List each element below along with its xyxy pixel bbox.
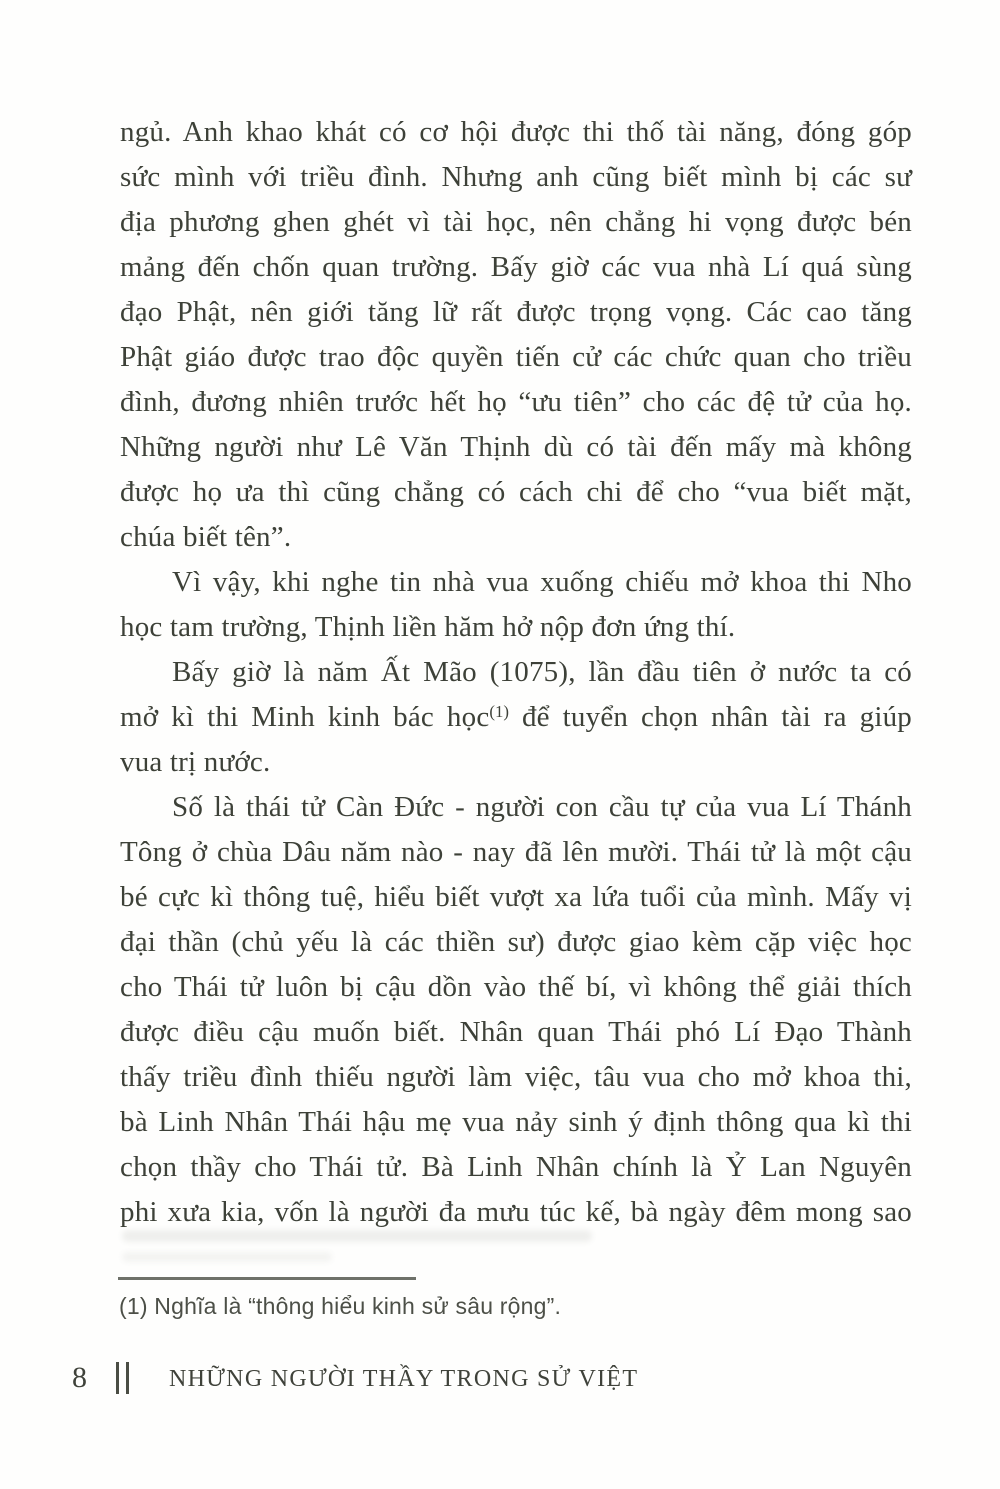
text-line	[120, 830, 912, 875]
text-line	[120, 1055, 912, 1100]
line-text: cho Thái tử luôn bị cậu dồn vào thế bí, vì không thể giải thích	[120, 971, 912, 1003]
line-text: thấy triều đình thiếu người làm việc, tâu vua cho mở khoa thi,	[120, 1061, 912, 1093]
text-line	[120, 920, 912, 965]
footnote-text: (1) Nghĩa là “thông hiểu kinh sử sâu rộng”.	[119, 1293, 562, 1319]
text-line	[120, 470, 912, 515]
line-text: đình, đương nhiên trước hết họ “ưu tiên” cho các đệ tử của họ.	[120, 386, 912, 418]
text-line	[120, 605, 912, 650]
line-text: để tuyển chọn nhân tài ra giúp	[509, 701, 912, 733]
text-line	[120, 380, 912, 425]
text-line	[120, 515, 912, 560]
line-text: Phật giáo được trao độc quyền tiến cử các chức quan cho triều	[120, 341, 912, 373]
text-line	[120, 290, 912, 335]
text-line	[120, 740, 912, 785]
line-text: mở kì thi Minh kinh bác học	[120, 701, 490, 733]
text-line	[120, 560, 912, 605]
bar	[126, 1362, 129, 1394]
line-text: phi xưa kia, vốn là người đa mưu túc kế, bà ngày đêm mong sao	[120, 1196, 912, 1228]
text-line	[120, 1100, 912, 1145]
page-footer	[72, 1358, 638, 1398]
line-text: học tam trường, Thịnh liền hăm hở nộp đơn ứng thí.	[120, 611, 736, 643]
bar	[116, 1362, 119, 1394]
footnote-divider	[118, 1277, 416, 1280]
page-number: 8	[72, 1361, 87, 1394]
text-line	[120, 335, 912, 380]
text-line	[120, 965, 912, 1010]
line-text: Những người như Lê Văn Thịnh dù có tài đến mấy mà không	[120, 431, 912, 463]
line-text: Tông ở chùa Dâu năm nào - nay đã lên mười. Thái tử là một cậu	[120, 836, 912, 868]
line-text: được điều cậu muốn biết. Nhân quan Thái phó Lí Đạo Thành	[120, 1016, 912, 1048]
body-text	[120, 110, 912, 1235]
text-line	[120, 245, 912, 290]
text-line	[120, 1190, 912, 1235]
line-text: Vì vậy, khi nghe tin nhà vua xuống chiếu mở khoa thi Nho	[172, 566, 912, 598]
line-text: mảng đến chốn quan trường. Bấy giờ các vua nhà Lí quá sùng	[120, 251, 912, 283]
line-text: Bấy giờ là năm Ất Mão (1075), lần đầu tiên ở nước ta có	[172, 656, 912, 688]
text-line	[120, 200, 912, 245]
ink-bleed-smudge	[122, 1252, 332, 1262]
line-text: sức mình với triều đình. Nhưng anh cũng biết mình bị các sư	[120, 161, 912, 193]
line-text: địa phương ghen ghét vì tài học, nên chẳng hi vọng được bén	[120, 206, 912, 238]
text-line	[120, 695, 912, 740]
line-text: bà Linh Nhân Thái hậu mẹ vua nảy sinh ý định thông qua kì thi	[120, 1106, 912, 1138]
line-text: Số là thái tử Càn Đức - người con cầu tự của vua Lí Thánh	[172, 791, 912, 823]
text-line	[120, 110, 912, 155]
text-line	[120, 875, 912, 920]
double-bar-separator-icon	[116, 1362, 129, 1394]
line-text: đạo Phật, nên giới tăng lữ rất được trọng vọng. Các cao tăng	[120, 296, 912, 328]
line-text: chọn thầy cho Thái tử. Bà Linh Nhân chính là Ỷ Lan Nguyên	[120, 1151, 912, 1183]
line-text: bé cực kì thông tuệ, hiểu biết vượt xa lứa tuổi của mình. Mấy vị	[120, 881, 912, 913]
text-line	[120, 1145, 912, 1190]
text-line	[120, 155, 912, 200]
text-line	[120, 425, 912, 470]
line-text: ngủ. Anh khao khát có cơ hội được thi thố tài năng, đóng góp	[120, 116, 912, 148]
text-line	[120, 650, 912, 695]
line-text: chúa biết tên”.	[120, 521, 292, 553]
line-text: được họ ưa thì cũng chẳng có cách chi để cho “vua biết mặt,	[120, 476, 912, 508]
line-text: đại thần (chủ yếu là các thiền sư) được giao kèm cặp việc học	[120, 926, 912, 958]
running-title: NHỮNG NGƯỜI THẦY TRONG SỬ VIỆT	[169, 1365, 639, 1392]
footnote-ref-marker: (1)	[489, 701, 510, 721]
line-text: vua trị nước.	[120, 746, 271, 778]
text-line	[120, 785, 912, 830]
text-line	[120, 1010, 912, 1055]
